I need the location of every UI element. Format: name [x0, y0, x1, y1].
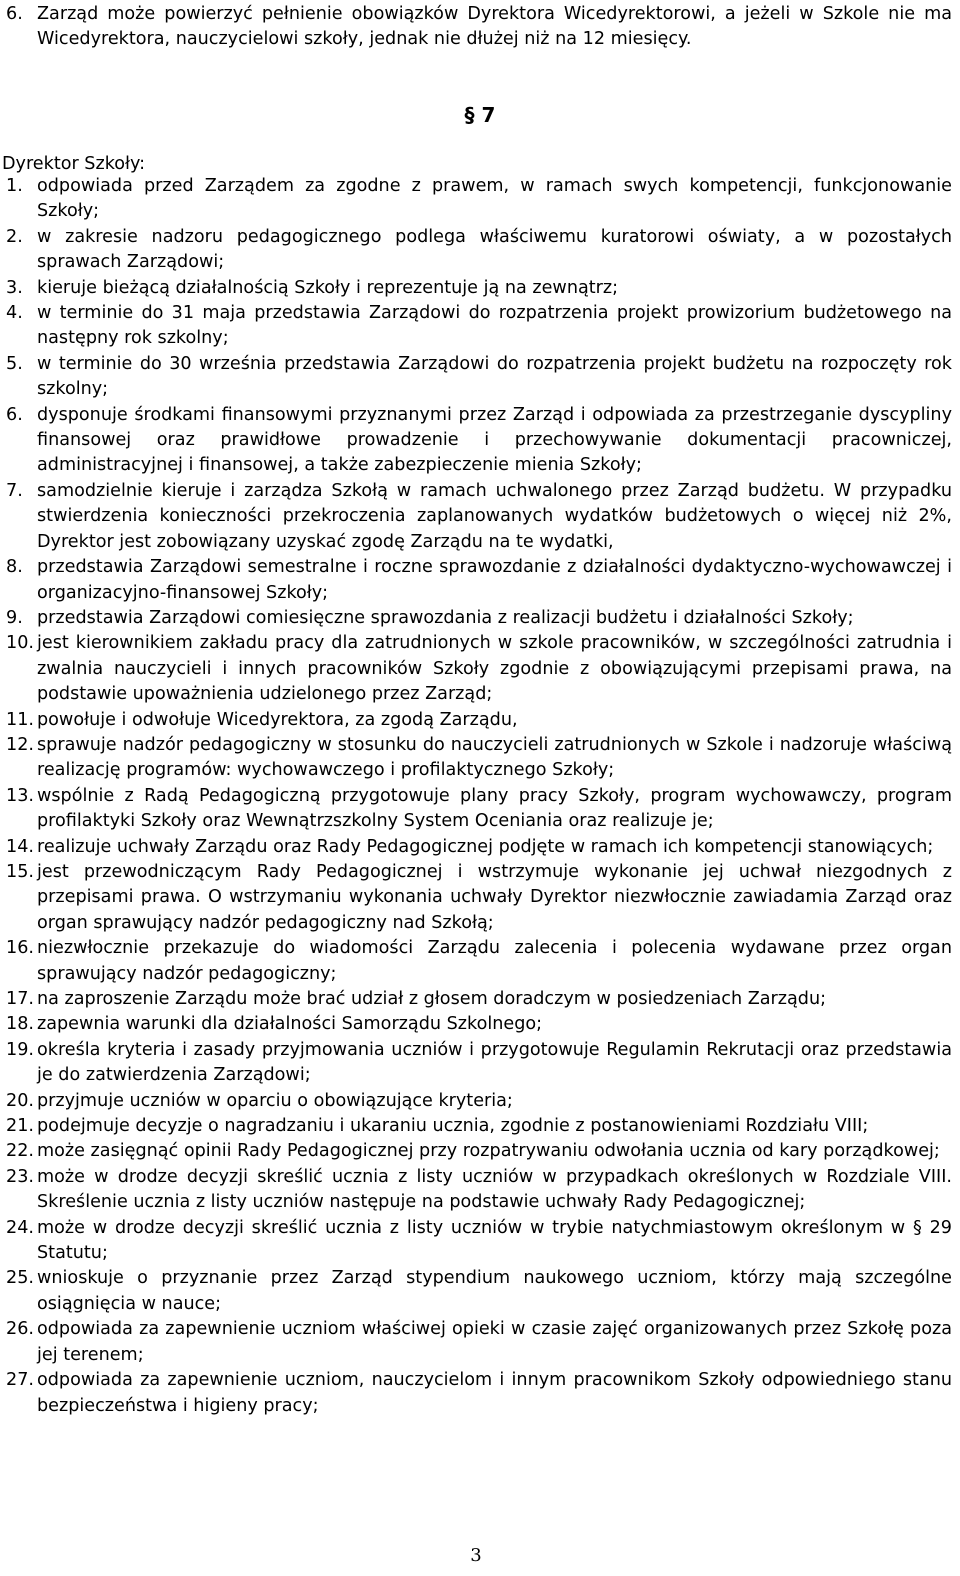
list-item-number: 10.: [6, 633, 34, 654]
list-item-number: 19.: [6, 1039, 34, 1060]
list-item: [6, 352, 952, 403]
list-item-number: 16.: [6, 938, 34, 959]
list-item-number: 6.: [6, 4, 23, 24]
list-item-text: powołuje i odwołuje Wicedyrektora, za zgodą Zarządu,: [37, 709, 518, 730]
list-item-text: samodzielnie kieruje i zarządza Szkołą w ramach uchwalonego przez Zarząd budżetu. W przypadku stwierdzenia konieczności przekroczenia zaplanowanych wydatków budżetowych o więcej niż 2%, Dyrektor jest zobowiązany uzyskać zgodę Zarządu na te wydatki,: [37, 480, 952, 552]
list-item-number: 15.: [6, 861, 34, 882]
list-item-text: może zasięgnąć opinii Rady Pedagogicznej przy rozpatrywaniu odwołania ucznia od kary porządkowej;: [37, 1141, 940, 1162]
list-item-number: 12.: [6, 734, 34, 755]
list-item: [6, 631, 952, 707]
list-item-number: 18.: [6, 1014, 34, 1035]
list-item-number: 20.: [6, 1090, 34, 1111]
list-item-number: 1.: [6, 176, 23, 196]
list-item-text: sprawuje nadzór pedagogiczny w stosunku do nauczycieli zatrudnionych w Szkole i nadzoruje właściwą realizację programów: wychowawczego i profilaktycznego Szkoły;: [37, 734, 952, 781]
list-item-number: 11.: [6, 709, 34, 730]
page-number: 3: [470, 1545, 482, 1566]
list-item-number: 17.: [6, 989, 34, 1009]
list-item: [6, 1368, 952, 1419]
list-item-number: 13.: [6, 785, 34, 806]
list-item: [6, 1216, 952, 1267]
list-item-number: 3.: [6, 277, 23, 298]
list-item: [6, 1012, 952, 1037]
list-item-text: w terminie do 31 maja przedstawia Zarządowi do rozpatrzenia projekt prowizorium budżetowego na następny rok szkolny;: [37, 303, 952, 349]
list-item: [6, 987, 952, 1012]
list-item-number: 21.: [6, 1116, 34, 1137]
list-item: [6, 2, 952, 53]
section-heading: Dyrektor Szkoły:: [2, 154, 146, 174]
list-item: [6, 1317, 952, 1368]
previous-section-list: [6, 2, 952, 53]
list-item-text: odpowiada przed Zarządem za zgodne z prawem, w ramach swych kompetencji, funkcjonowanie Szkoły;: [37, 176, 952, 222]
list-item-text: może w drodze decyzji skreślić ucznia z listy uczniów w przypadkach określonych w Rozdziale VIII. Skreślenie ucznia z listy uczniów następuje na podstawie uchwały Rady Pedagogicznej;: [37, 1166, 952, 1213]
list-item: [6, 1139, 952, 1164]
list-item-text: w zakresie nadzoru pedagogicznego podlega właściwemu kuratorowi oświaty, a w pozostałych sprawach Zarządowi;: [37, 226, 952, 273]
list-item-number: 8.: [6, 557, 23, 578]
list-item: [6, 174, 952, 225]
list-item-text: przedstawia Zarządowi comiesięczne sprawozdania z realizacji budżetu i działalności Szkoły;: [37, 607, 854, 628]
list-item-text: na zaproszenie Zarządu może brać udział z głosem doradczym w posiedzeniach Zarządu;: [37, 989, 827, 1009]
director-duties-list: [6, 174, 952, 1419]
list-item-text: może w drodze decyzji skreślić ucznia z listy uczniów w trybie natychmiastowym określonym w § 29 Statutu;: [37, 1217, 952, 1264]
section-sign: § 7: [464, 103, 496, 127]
list-item-number: 6.: [6, 404, 23, 425]
list-item-text: wspólnie z Radą Pedagogiczną przygotowuje plany pracy Szkoły, program wychowawczy, program profilaktyki Szkoły oraz Wewnątrzszkolny System Oceniania oraz realizuje je;: [37, 785, 952, 832]
list-item: [6, 1114, 952, 1139]
list-item-number: 14.: [6, 836, 34, 857]
list-item-number: 26.: [6, 1319, 34, 1340]
list-item-text: jest kierownikiem zakładu pracy dla zatrudnionych w szkole pracowników, w szczególności zatrudnia i zwalnia nauczycieli i innych pracowników Szkoły zgodnie z obowiązującymi przepisami prawa, na podstawie upoważnienia udzielonego przez Zarząd;: [37, 633, 952, 705]
list-item-text: dysponuje środkami finansowymi przyznanymi przez Zarząd i odpowiada za przestrzeganie dyscypliny finansowej oraz prawidłowe prowadzenie i przechowywanie dokumentacji pracowniczej, administracyjnej i finansowej, a także zabezpieczenie mienia Szkoły;: [37, 404, 952, 476]
list-item-text: zapewnia warunki dla działalności Samorządu Szkolnego;: [37, 1014, 543, 1035]
list-item-text: wnioskuje o przyznanie przez Zarząd stypendium naukowego uczniom, którzy mają szczególne osiągnięcia w nauce;: [37, 1268, 952, 1314]
list-item-text: jest przewodniczącym Rady Pedagogicznej i wstrzymuje wykonanie jej uchwał niezgodnych z przepisami prawa. O wstrzymaniu wykonania uchwały Dyrektor niezwłocznie zawiadamia Zarząd oraz organ sprawujący nadzór pedagogiczny nad Szkołą;: [37, 861, 952, 933]
list-item-number: 23.: [6, 1166, 34, 1187]
list-item-number: 5.: [6, 353, 23, 374]
list-item: [6, 555, 952, 606]
list-item: [6, 835, 952, 860]
list-item-text: przyjmuje uczniów w oparciu o obowiązujące kryteria;: [37, 1090, 513, 1111]
list-item: [6, 1038, 952, 1089]
list-item-text: odpowiada za zapewnienie uczniom, nauczycielom i innym pracownikom Szkoły odpowiedniego stanu bezpieczeństwa i higieny pracy;: [37, 1370, 952, 1416]
list-item: [6, 276, 952, 301]
list-item-number: 27.: [6, 1370, 34, 1391]
list-item-number: 7.: [6, 480, 23, 501]
list-item: [6, 301, 952, 352]
list-item-text: niezwłocznie przekazuje do wiadomości Zarządu zalecenia i polecenia wydawane przez organ sprawujący nadzór pedagogiczny;: [37, 938, 952, 984]
list-item: [6, 1266, 952, 1317]
list-item-number: 2.: [6, 226, 23, 247]
list-item: [6, 403, 952, 479]
list-item: [6, 1089, 952, 1114]
list-item-text: podejmuje decyzje o nagradzaniu i ukaraniu ucznia, zgodnie z postanowieniami Rozdziału VIII;: [37, 1116, 869, 1137]
list-item-text: odpowiada za zapewnienie uczniom właściwej opieki w czasie zajęć organizowanych przez Szkołę poza jej terenem;: [37, 1319, 952, 1365]
list-item-text: określa kryteria i zasady przyjmowania uczniów i przygotowuje Regulamin Rekrutacji oraz przedstawia je do zatwierdzenia Zarządowi;: [37, 1039, 952, 1086]
list-item: [6, 784, 952, 835]
list-item: [6, 708, 952, 733]
list-item: [6, 606, 952, 631]
list-item-number: 24.: [6, 1217, 34, 1238]
list-item-text: kieruje bieżącą działalnością Szkoły i reprezentuje ją na zewnątrz;: [37, 277, 619, 298]
list-item-text: przedstawia Zarządowi semestralne i roczne sprawozdanie z działalności dydaktyczno-wychowawczej i organizacyjno-finansowej Szkoły;: [37, 557, 952, 603]
list-item: [6, 733, 952, 784]
list-item: [6, 1165, 952, 1216]
list-item-number: 4.: [6, 303, 23, 324]
list-item-number: 22.: [6, 1141, 34, 1162]
list-item: [6, 225, 952, 276]
list-item: [6, 860, 952, 936]
list-item-text: realizuje uchwały Zarządu oraz Rady Pedagogicznej podjęte w ramach ich kompetencji stanowiących;: [37, 836, 934, 857]
list-item-text: Zarząd może powierzyć pełnienie obowiązków Dyrektora Wicedyrektorowi, a jeżeli w Szkole nie ma Wicedyrektora, nauczycielowi szkoły, jednak nie dłużej niż na 12 miesięcy.: [37, 4, 952, 50]
list-item: [6, 479, 952, 555]
list-item: [6, 936, 952, 987]
list-item-number: 25.: [6, 1268, 34, 1289]
list-item-text: w terminie do 30 września przedstawia Zarządowi do rozpatrzenia projekt budżetu na rozpoczęty rok szkolny;: [37, 353, 952, 400]
list-item-number: 9.: [6, 607, 23, 628]
